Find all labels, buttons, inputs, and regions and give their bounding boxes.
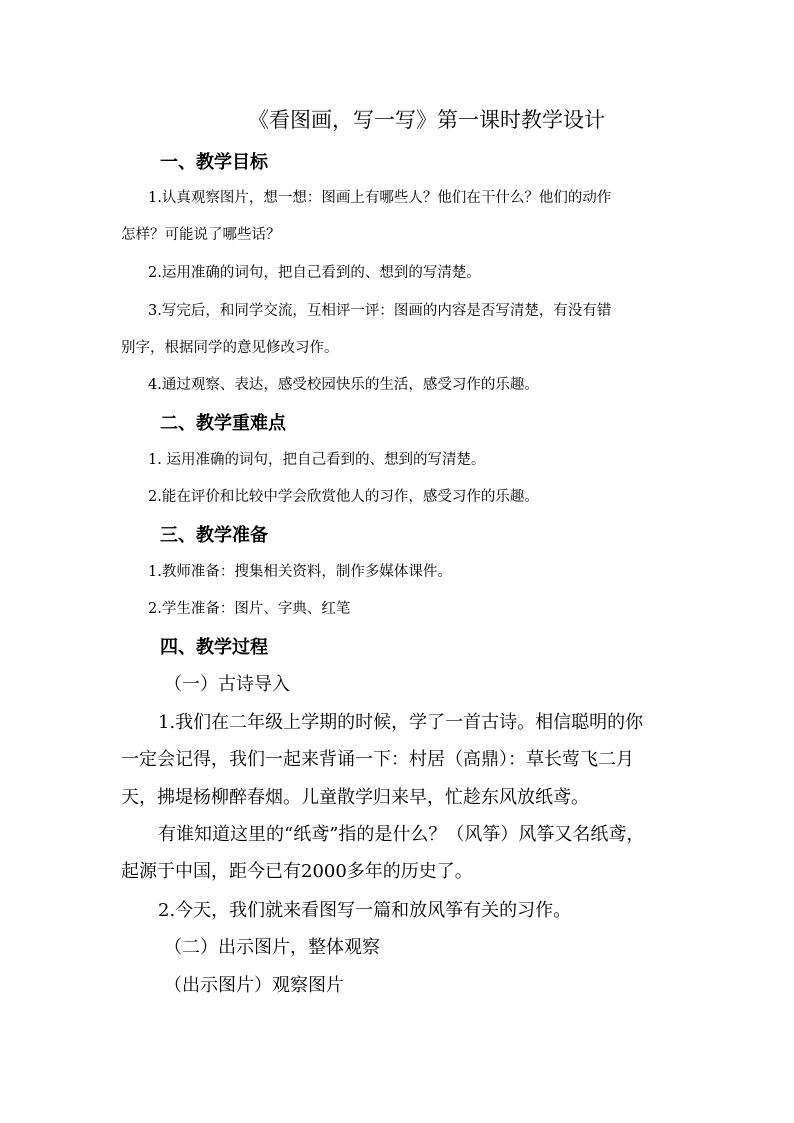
- process-paragraph-line-7: （出示图片）观察图片: [164, 975, 344, 996]
- process-paragraph-line-5: 起源于中国，距今已有2000多年的历史了。: [121, 861, 473, 882]
- process-paragraph-line-3: 天，拂堤杨柳醉春烟。儿童散学归来早，忙趁东风放纸鸢。: [121, 787, 589, 808]
- process-paragraph-line-4: 有谁知道这里的“纸鸢”指的是什么？（风筝）风筝又名纸鸢，: [158, 824, 645, 845]
- heading-teaching-goals: 一、教学目标: [160, 152, 268, 173]
- goal-line-5: 别字，根据同学的意见修改习作。: [121, 340, 339, 356]
- goal-line-1: 1.认真观察图片，想一想：图画上有哪些人？他们在干什么？他们的动作: [148, 190, 612, 206]
- heading-process: 四、教学过程: [160, 637, 268, 658]
- preparation-line-1: 1.教师准备：搜集相关资料，制作多媒体课件。: [148, 564, 452, 580]
- preparation-line-2: 2.学生准备：图片、字典、红笔: [148, 601, 351, 617]
- heading-key-points: 二、教学重难点: [160, 413, 286, 434]
- goal-line-2: 怎样？可能说了哪些话？: [121, 227, 281, 243]
- goal-line-6: 4.通过观察、表达，感受校园快乐的生活，感受习作的乐趣。: [148, 377, 539, 393]
- process-subheading-2: （二）出示图片，整体观察: [164, 937, 380, 958]
- key-point-line-2: 2.能在评价和比较中学会欣赏他人的习作，感受习作的乐趣。: [148, 489, 539, 505]
- process-paragraph-line-6: 2.今天，我们就来看图写一篇和放风筝有关的习作。: [158, 900, 572, 921]
- document-title: 《看图画，写一写》第一课时教学设计: [248, 108, 605, 132]
- process-subheading-1: （一）古诗导入: [164, 674, 290, 695]
- heading-preparation: 三、教学准备: [160, 525, 268, 546]
- key-point-line-1: 1. 运用准确的词句，把自己看到的、想到的写清楚。: [148, 452, 486, 468]
- process-paragraph-line-1: 1.我们在二年级上学期的时候，学了一首古诗。相信聪明的你: [158, 712, 644, 733]
- process-paragraph-line-2: 一定会记得，我们一起来背诵一下：村居（高鼎）：草长莺飞二月: [121, 749, 634, 770]
- goal-line-3: 2.运用准确的词句，把自己看到的、想到的写清楚。: [148, 265, 481, 281]
- goal-line-4: 3.写完后，和同学交流，互相评一评：图画的内容是否写清楚，有没有错: [148, 303, 612, 319]
